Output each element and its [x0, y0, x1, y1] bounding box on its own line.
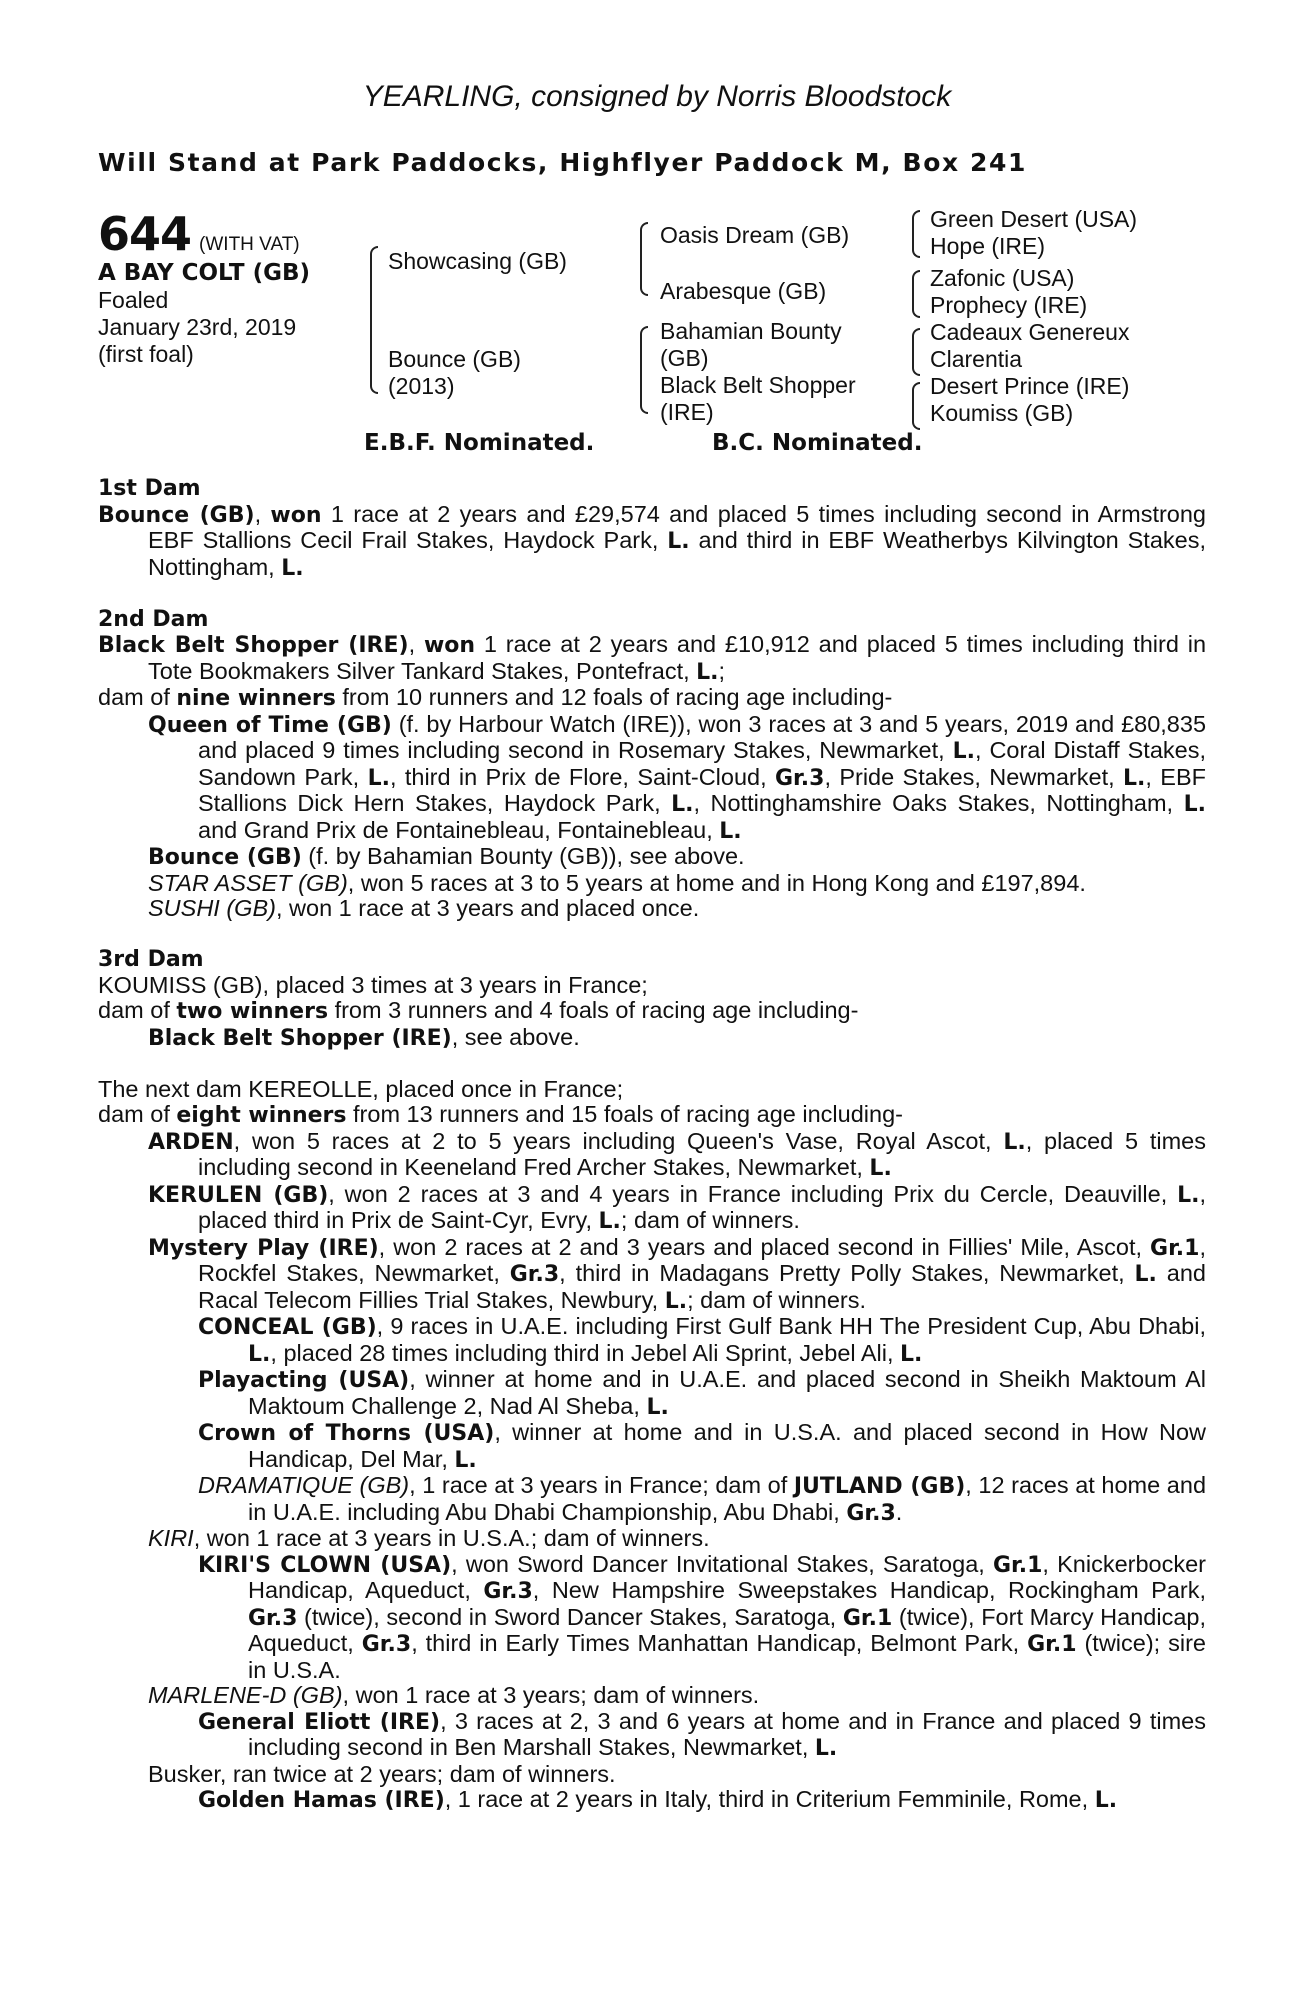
second-dam-entry: Black Belt Shopper (IRE), won 1 race at 2 years and £10,912 and placed 5 times including third in Tote Bookmakers Silver Tankard Stakes, Pontefract, L.; [98, 631, 1207, 685]
pedigree-sire: Showcasing (GB) [388, 248, 567, 274]
lot-number: 644 [98, 207, 192, 261]
pedigree-gg-5: Cadeaux Genereux [930, 319, 1130, 345]
pedigree-gg-7: Desert Prince (IRE) [930, 373, 1130, 399]
produce-entry: KIRI, won 1 race at 3 years in U.S.A.; dam of winners. [148, 1525, 710, 1551]
lot-description: A BAY COLT (GB) [98, 260, 311, 286]
horse-name: KIRI'S CLOWN (USA) [198, 1552, 452, 1578]
produce-entry: Busker, ran twice at 2 years; dam of winners. [148, 1760, 616, 1787]
pedigree-brace [912, 210, 920, 236]
foal-note: (first foal) [98, 341, 194, 367]
horse-name: DRAMATIQUE (GB) [198, 1472, 410, 1498]
won-label: won [270, 502, 322, 528]
first-dam-heading: 1st Dam [98, 476, 201, 501]
pedigree-brace [912, 406, 920, 430]
lot-number-row [98, 207, 310, 261]
pedigree-dam-dam: Black Belt Shopper [660, 372, 856, 398]
produce-entry: SUSHI (GB), won 1 race at 3 years and placed once. [148, 895, 700, 921]
pedigree-dam-sire-country: (GB) [660, 345, 709, 371]
horse-name: KERULEN (GB) [148, 1182, 329, 1208]
produce-entry: DRAMATIQUE (GB), 1 race at 3 years in France; dam of JUTLAND (GB), 12 races at home and in U.A.E. including Abu Dhabi Championship, Abu Dhabi, Gr.3. [198, 1472, 1207, 1526]
horse-name: Crown of Thorns (USA) [198, 1421, 495, 1446]
produce-entry: Golden Hamas (IRE), 1 race at 2 years in Italy, third in Criterium Femminile, Rome, L. [198, 1786, 1118, 1813]
third-dam-produce: dam of two winners from 3 runners and 4 foals of racing age including- [98, 997, 859, 1024]
third-dam-entry: KOUMISS (GB), placed 3 times at 3 years in France; [98, 971, 648, 998]
produce-entry: MARLENE-D (GB), won 1 race at 3 years; dam of winners. [148, 1682, 760, 1708]
produce-entry: CONCEAL (GB), 9 races in U.A.E. including First Gulf Bank HH The President Cup, Abu Dhabi, L., placed 28 times including third in Jebel Ali Sprint, Jebel Ali, L. [198, 1313, 1206, 1367]
pedigree-brace [370, 246, 378, 310]
produce-entry: KIRI'S CLOWN (USA), won Sword Dancer Invitational Stakes, Saratoga, Gr.1, Knickerbocker Handicap, Aqueduct, Gr.3, New Hampshire Sweepstakes Handicap, Rockingham Park, Gr.3 (twice), second in Sword Dancer Stakes, Saratoga, Gr.1 (twice), Fort Marcy Handicap, Aqueduct, Gr.3, third in Early Times Manhattan Handicap, Belmont Park, Gr.1 (twice); sire in U.S.A. [198, 1550, 1207, 1683]
pedigree-brace [912, 382, 920, 408]
won-label: won [423, 633, 476, 658]
pedigree-brace [912, 234, 920, 258]
produce-entry: Queen of Time (GB) (f. by Harbour Watch (IRE)), won 3 races at 3 and 5 years, 2019 and £80,835 and placed 9 times including second in Rosemary Stakes, Newmarket, L., Coral Distaff Stakes, Sandown Park, L., third in Prix de Flore, Saint-Cloud, Gr.3, Pride Stakes, Newmarket, L., EBF Stallions Dick Hern Stakes, Haydock Park, L., Nottinghamshire Oaks Stakes, Nottingham, L. and Grand Prix de Fontainebleau, Fontainebleau, L. [148, 710, 1207, 844]
pedigree-gg-6: Clarentia [930, 346, 1023, 372]
third-dam-heading: 3rd Dam [98, 947, 204, 972]
produce-entry: Black Belt Shopper (IRE), see above. [148, 1023, 580, 1051]
second-dam-heading: 2nd Dam [98, 606, 209, 632]
pedigree-brace [370, 308, 378, 394]
pedigree-gg-8: Koumiss (GB) [930, 400, 1074, 426]
pedigree-brace [640, 222, 648, 264]
pedigree-brace [912, 328, 920, 354]
vat-note: (WITH VAT) [199, 234, 300, 255]
produce-entry: Crown of Thorns (USA), winner at home and in U.S.A. and placed second in How Now Handicap, Del Mar, L. [198, 1419, 1206, 1473]
pedigree-sire-sire: Oasis Dream (GB) [660, 222, 850, 248]
horse-name: Playacting (USA) [198, 1368, 410, 1393]
produce-entry: ARDEN, won 5 races at 2 to 5 years including Queen's Vase, Royal Ascot, L., placed 5 times including second in Keeneland Fred Archer Stakes, Newmarket, L. [148, 1127, 1206, 1181]
horse-name: KIRI [148, 1525, 194, 1551]
second-dam-produce: dam of nine winners from 10 runners and 12 foals of racing age including- [98, 684, 893, 711]
pedigree-dam-sire: Bahamian Bounty [660, 318, 842, 344]
catalogue-body [98, 476, 1206, 1814]
pedigree-sire-dam: Arabesque (GB) [660, 278, 827, 304]
produce-entry: Mystery Play (IRE), won 2 races at 2 and 3 years and placed second in Fillies' Mile, Ascot, Gr.1, Rockfel Stakes, Newmarket, Gr.3, third in Madagans Pretty Polly Stakes, Newmarket, L. and Racal Telecom Fillies Trial Stakes, Newbury, L.; dam of winners. [148, 1233, 1206, 1314]
horse-name: CONCEAL (GB) [198, 1315, 377, 1340]
first-dam-entry: Bounce (GB), won 1 race at 2 years and £29,574 and placed 5 times including second in Armstrong EBF Stallions Cecil Frail Stakes, Haydock Park, L. and third in EBF Weatherbys Kilvington Stakes, Nottingham, L. [98, 500, 1207, 581]
pedigree-brace [640, 326, 648, 370]
bc-nominated: B.C. Nominated. [712, 430, 923, 456]
horse-name: SUSHI (GB) [148, 895, 276, 921]
horse-name: Black Belt Shopper (IRE) [148, 1025, 452, 1051]
pedigree-brace [640, 262, 648, 296]
horse-name: Bounce (GB) [148, 845, 302, 870]
pedigree-dam-year: (2013) [388, 373, 455, 399]
horse-name: General Eliott (IRE) [198, 1709, 441, 1735]
produce-entry: General Eliott (IRE), 3 races at 2, 3 and 6 years at home and in France and placed 9 times including second in Ben Marshall Stakes, Newmarket, L. [198, 1707, 1207, 1761]
produce-entry: STAR ASSET (GB), won 5 races at 3 to 5 years at home and in Hong Kong and £197,894. [148, 869, 1086, 896]
foaled-date: January 23rd, 2019 [98, 314, 297, 340]
lot-info [98, 207, 311, 368]
pedigree-gg-2: Hope (IRE) [930, 233, 1046, 259]
horse-name: Bounce (GB) [98, 502, 255, 528]
horse-name: Mystery Play (IRE) [148, 1235, 379, 1261]
next-dam-entry: The next dam KEREOLLE, placed once in France; [98, 1075, 624, 1102]
pedigree-gg-3: Zafonic (USA) [930, 265, 1075, 291]
pedigree-gg-4: Prophecy (IRE) [930, 292, 1088, 318]
produce-entry: KERULEN (GB), won 2 races at 3 and 4 years in France including Prix du Cercle, Deauville, L., placed third in Prix de Saint-Cyr, Evry, L.; dam of winners. [148, 1180, 1207, 1234]
pedigree-brace [912, 294, 920, 318]
horse-name: Black Belt Shopper (IRE) [98, 633, 409, 658]
pedigree-dam-dam-country: (IRE) [660, 399, 714, 425]
pedigree-brace [912, 352, 920, 376]
ebf-nominated: E.B.F. Nominated. [364, 430, 595, 456]
horse-name: Golden Hamas (IRE) [198, 1788, 445, 1813]
horse-name: STAR ASSET (GB) [148, 869, 348, 896]
produce-entry: Playacting (USA), winner at home and in U.A.E. and placed second in Sheikh Maktoum Al Maktoum Challenge 2, Nad Al Sheba, L. [198, 1366, 1206, 1420]
horse-name: Queen of Time (GB) [148, 712, 392, 738]
sale-heading: YEARLING, consigned by Norris Bloodstock [362, 80, 952, 113]
foaled-label: Foaled [98, 287, 169, 313]
pedigree-dam: Bounce (GB) [388, 346, 521, 372]
horse-name: MARLENE-D (GB) [148, 1682, 343, 1708]
next-dam-produce: dam of eight winners from 13 runners and 15 foals of racing age including- [98, 1101, 903, 1128]
stand-location: Will Stand at Park Paddocks, Highflyer Paddock M, Box 241 [98, 148, 1028, 177]
pedigree-gg-1: Green Desert (USA) [930, 206, 1138, 232]
produce-entry: Bounce (GB) (f. by Bahamian Bounty (GB)), see above. [148, 843, 745, 870]
pedigree-brace [912, 270, 920, 296]
pedigree-brace [640, 368, 648, 414]
horse-name: ARDEN [148, 1129, 234, 1155]
